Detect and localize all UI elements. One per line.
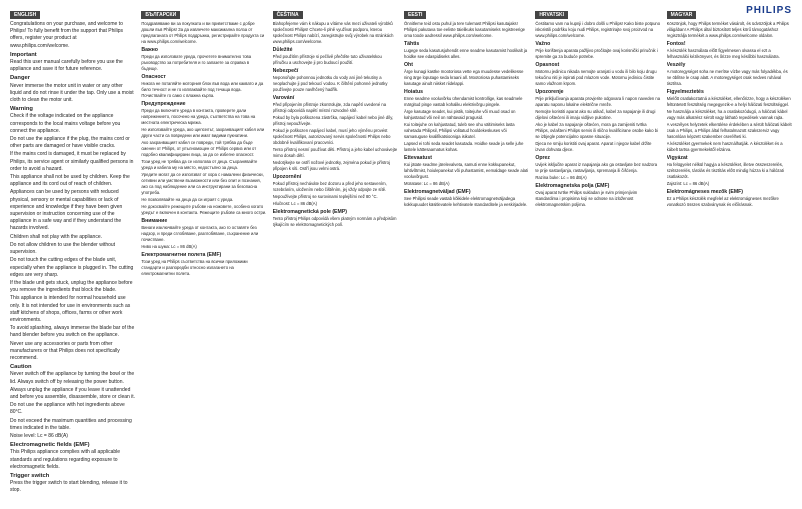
paragraph: Blahopřejeme vám k nákupu a vítáme vás mezi uživateli výrobků společnosti Philips! Chcete-li plně využívat podporu, kterou společnost Philips nabízí, zaregistrujte svůj výrobek na stránkách www.philips.com/welcome.	[272, 21, 394, 44]
paragraph: Този уред не трябва да се използва от деца. Съхранявайте уреда и кабела му на място, недостъпно за деца.	[141, 159, 258, 170]
language-column	[404, 8, 529, 503]
section-heading: Важно	[141, 47, 158, 53]
section-heading: Предупреждение	[141, 101, 186, 107]
paragraph: Tento přístroj Philips odpovídá všem platným normám a předpisům týkajícím se elektromagnetických polí.	[272, 216, 397, 227]
language-heading: ENGLISH	[10, 11, 40, 19]
paragraph: Appliances can be used by persons with reduced physical, sensory or mental capabilities or lack of experience and knowledge if they have been given supervision or instruction concerning use of the appliance in a safe way and if they understand the hazards involved.	[10, 189, 123, 232]
paragraph: Pokud by byla poškozena zástrčka, napájecí kabel nebo jiné díly, přístroj nepoužívejte.	[272, 115, 394, 126]
paragraph: Lugege seda kasutusjuhendit enne seadme kasutamist hoolikalt ja hoidke see edaspidiseks alles.	[403, 48, 528, 59]
paragraph: This appliance shall not be used by children. Keep the appliance and its cord out of reach of children.	[10, 174, 130, 188]
section-heading: Důležité	[272, 47, 293, 53]
section-heading: Danger	[10, 75, 30, 82]
section-heading: Vigyázat	[666, 155, 688, 161]
paragraph: Čestitamo vam na kupnji i dobro došli u Philips! Kako biste potpuno iskoristili podršku koju nudi Philips, registrirajte svoj proizvod na www.philips.com/welcome.	[535, 21, 661, 38]
paragraph: Nemojte koristiti aparat ako su utikač, kabel za napajanje ili drugi dijelovi oštećeni ili imaju vidljive pukotine.	[535, 109, 656, 120]
paragraph: Не докосвайте режещите ръбове на ножовете, особено когато уредът е включен в контакта. Режещите ръбове са много остри.	[141, 204, 267, 215]
paragraph: Ne használja a készüléket, ha a csatlakozódugó, a hálózati kábel vagy más alkatrész sérült vagy látható repedések vannak rajta.	[666, 109, 788, 120]
paragraph: Ako je kabel za napajanje oštećen, mora ga zamijeniti tvrtka Philips, ovlašteni Philips servis ili slično kvalificirane osobe kako bi se izbjegle potencijalno opasne situacije.	[535, 122, 658, 139]
language-column	[667, 8, 792, 503]
paragraph: Před použitím přístroje si pečlivě přečtěte tuto uživatelskou příručku a uschovejte ji pro budoucí použití.	[272, 54, 382, 65]
section-heading: Trigger switch	[10, 472, 50, 479]
paragraph: Congratulations on your purchase, and welcome to Philips! To fully benefit from the support that Philips offers, register your product at www.philips.com/welcome.	[10, 21, 124, 49]
language-column	[10, 8, 135, 503]
paragraph: A veszélyes helyzetek elkerülése érdekében a sérült hálózati kábelt csak a Philips, a Philips által felhatalmazott szakszerviz vagy hasonlóan képzett szakember cserélheti ki.	[666, 122, 792, 139]
section-heading: Warning	[10, 106, 33, 113]
paragraph: Ärge kasutage seadet, kui pistik, toitejuhe või muud osad on kahjustatud või neil on nähtavaid pragusid.	[403, 109, 516, 120]
section-heading: Oht	[403, 62, 413, 68]
paragraph: Lapsed ei tohi seda seadet kasutada. Hoidke seade ja selle juhe lastele kättesaamatus kohas.	[403, 141, 524, 152]
paragraph: Nepoužívejte přístroj se surovinami teplejšími než 80 °C.	[272, 194, 378, 199]
paragraph: If the blade unit gets stuck, unplug the appliance before you remove the ingredients that block the blade.	[10, 279, 133, 294]
paragraph: Motornu jedinicu nikada nemojte uranjati u vodu ili bilo koju drugu tekućinu niti je ispirati pod mlazom vode. Motornu jedinicu čistite samo vlažnom krpom.	[535, 69, 657, 86]
language-heading: EESTI	[404, 11, 426, 19]
language-column	[535, 8, 660, 503]
section-heading: Nebezpečí	[272, 68, 299, 74]
section-heading: Važno	[535, 41, 551, 47]
paragraph: Do not use the appliance with hot ingredients above 80°C.	[10, 402, 125, 416]
paragraph: A készüléket gyermekek nem használhatják. A készüléket és a kábelt tartsa gyermekektől elzárva.	[666, 141, 783, 152]
section-heading: Oprez	[535, 155, 551, 161]
paragraph: Никога не потапяйте моторния блок във вода или каквато и да било течност и не го изплаквайте под течаща вода. Почиствайте го само с влажна кърпа.	[141, 81, 264, 98]
paragraph: Köszönjük, hogy Philips terméket vásárolt, és üdvözöljük a Philips világában! A Philips által biztosított teljes körű támogatáshoz regisztrálja termékét a www.philips.com/welcome oldalon.	[666, 21, 789, 38]
section-heading: Elektromagnetická pole (EMP)	[272, 209, 348, 215]
paragraph: Children shall not play with the appliance.	[10, 233, 102, 240]
paragraph: Ovaj aparat tvrtke Philips sukladan je svim primjenjivim standardima i propisima koji se odnose na izloženost elektromagnetskim poljima.	[535, 190, 638, 207]
section-heading: Elektromagnetväljad (EMF)	[403, 189, 471, 195]
paragraph: Nedotýkejte se ostří nožové jednotky, zejména pokud je přístroj připojen k síti. Ostří jsou velmi ostrá.	[272, 160, 390, 171]
paragraph: Noise level: Lc = 86 dB(A)	[10, 432, 68, 439]
paragraph: Never use any accessories or parts from other manufacturers or that Philips does not specifically recommend.	[10, 340, 120, 361]
paragraph: Müratase: Lc = 86 dB(A)	[403, 181, 450, 186]
paragraph: Prije priključivanja aparata provjerite odgovara li napon naveden na aparatu naponu lokalne električne mreže.	[535, 96, 661, 107]
paragraph: Enne seadme vooluvõrku ühendamist kontrollige, kas seadmele märgitud pinge vastab kohaliku elektrivõrgu pingele.	[403, 96, 523, 107]
paragraph: Neponořujte pohonnou jednotku do vody ani jiné tekutiny a neoplachujte ji pod tekoucí vodou. K čištění pohonné jednotky používejte pouze navlhčený hadřík.	[272, 75, 388, 92]
section-heading: Upozorenje	[535, 89, 564, 95]
paragraph: Pokud je poškozen napájecí kabel, musí jeho výměnu provést společnost Philips, autorizovaný servis společnosti Philips nebo obdobně kvalifikovaní pracovníci.	[272, 128, 391, 145]
paragraph: Kui jätate seadme järelevalveta, samuti enne kokkupanekut, lahtivõtmist, hoiulepanekut või puhastamist, eemaldage seade alati vooluvõrgust.	[403, 162, 529, 179]
language-columns	[10, 8, 792, 503]
paragraph: Винаги изключвайте уреда от контакта, ако го оставяте без надзор, и преди сглобяване, разглобяване, съхранение или почистване.	[141, 225, 259, 242]
section-heading: Veszély	[666, 62, 686, 68]
paragraph: Do not touch the cutting edges of the blade unit, especially when the appliance is plugged in. The cutting edges are very sharp.	[10, 257, 134, 278]
paragraph: Уредите могат да се използват от хора с намалени физически, сетивни или умствени възможности или без опит и познания, ако са под наблюдение или са инструктирани за безопасна употреба.	[141, 172, 264, 195]
language-column	[141, 8, 266, 503]
paragraph: To avoid splashing, always immerse the blade bar of the hand blender before you switch on the appliance.	[10, 325, 135, 339]
paragraph: Prije korištenja aparata pažljivo pročitajte ovaj korisnički priručnik i spremite ga za buduće potrebe.	[535, 48, 658, 59]
section-heading: Fontos!	[666, 41, 686, 47]
philips-logo: PHILIPS	[746, 5, 792, 16]
section-heading: Ettevaatust	[403, 155, 432, 161]
paragraph: Не използвайте уреда, ако щепселът, захранващият кабел или други части са повредени или имат видими пукнатини.	[141, 127, 265, 138]
paragraph: Поздравяваме ви за покупката и ви приветстваме с добре дошли във Philips! За да извлечете максимална полза от предлаганата от Philips поддръжка, регистрирайте продукта си на www.philips.com/welcome.	[141, 21, 265, 44]
paragraph: Před připojením přístroje zkontrolujte, zda napětí uvedené na přístroji odpovídá napětí místní rozvodné sítě.	[272, 102, 387, 113]
paragraph: Ако захранващият кабел се повреди, той трябва да бъде сменен от Philips, от упълномощен от Philips сервиз или от подобно квалифицирани лица, за да се избегне опасност.	[141, 140, 257, 157]
section-heading: Elektromagnetska polja (EMF)	[535, 183, 610, 189]
paragraph: Tento přístroj nesmí používat děti. Přístroj a jeho kabel uchovávejte mimo dosah dětí.	[272, 147, 398, 158]
paragraph: Razina buke: Lc = 86 dB(A)	[535, 175, 587, 180]
section-heading: Tähtis	[403, 41, 420, 47]
section-heading: Опасност	[141, 74, 166, 80]
paragraph: Kui toitejuhe on kahjustatud, tuleb see ohu vältimiseks lasta vahetada Philipsil, Philipsi volitatud hooldekeskuses või samasuguse kvalifikatsiooniga isikutel.	[403, 122, 515, 139]
paragraph: Zajszint: Lc = 86 dB(A)	[666, 181, 710, 186]
paragraph: Õnnitleme teid ostu puhul ja tere tulemast Philipsi kasutajaks! Philipsi pakutava toe eeliste täielikuks kasutamiseks registreerige oma toode aadressil www.philips.com/welcome.	[403, 21, 526, 38]
language-heading: HRVATSKI	[535, 11, 568, 19]
paragraph: A motoregységet soha ne merítse vízbe vagy más folyadékba, és ne öblítse le csap alatt. A motoregységet csak nedves ruhával tisztítsa.	[666, 69, 788, 86]
paragraph: Този уред на Philips съответства на всички приложими стандарти и разпоредби относно излагането на електромагнитни полета.	[141, 259, 248, 276]
paragraph: Pokud přístroj necháváte bez dozoru a před jeho sestavením, rozebráním, uložením nebo čištěním, jej vždy odpojte ze sítě.	[272, 181, 387, 192]
paragraph: Ärge kunagi kastke mootoriosa vette ega muudesse vedelikesse ning ärge loputage seda kraani all. Mootoriosa puhastamiseks kasutage ainult niisket riidelappi.	[403, 69, 524, 86]
paragraph: Never switch off the appliance by turning the bowl or the lid. Always switch off by releasing the power button.	[10, 371, 135, 385]
language-heading: БЪЛГАРСКИ	[141, 11, 180, 19]
paragraph: Uvijek isključite aparat iz napajanja ako ga ostavljate bez nadzora te prije sastavljanja, rastavljanja, spremanja ili čišćenja.	[535, 162, 658, 173]
section-heading: Figyelmeztetés	[666, 89, 704, 95]
section-heading: Important	[10, 51, 37, 58]
language-column	[273, 8, 398, 503]
section-heading: Elektromágneses mezők (EMF)	[666, 189, 744, 195]
paragraph: A készülék használata előtt figyelmesen olvassa el ezt a felhasználói kézikönyvet, és őrizze meg későbbi használatra.	[666, 48, 780, 59]
section-heading: Hoiatus	[403, 89, 424, 95]
paragraph: Do not allow children to use the blender without supervision.	[10, 241, 116, 256]
paragraph: Hlučnost: Lc = 86 dB(A)	[272, 201, 317, 206]
paragraph: Never immerse the motor unit in water or any other liquid and do not rinse it under the tap. Only use a moist cloth to clean the motor unit.	[10, 82, 134, 104]
paragraph: Преди да използвате уреда, прочетете внимателно това ръководство за потребителя и го запазете за справка в бъдеще.	[141, 54, 252, 71]
paragraph: Не позволявайте на деца да си играят с уреда.	[141, 197, 234, 202]
paragraph: Do not use the appliance if the plug, the mains cord or other parts are damaged or have visible cracks.	[10, 136, 130, 150]
section-heading: Електромагнитни полета (EMF)	[141, 252, 222, 258]
paragraph: This Philips appliance complies with all applicable standards and regulations regarding exposure to electromagnetic fields.	[10, 449, 121, 470]
paragraph: Do not exceed the maximum quantities and processing times indicated in the table.	[10, 417, 132, 431]
paragraph: Check if the voltage indicated on the appliance corresponds to the local mains voltage before you connect the appliance.	[10, 113, 121, 134]
paragraph: Djeca ne smiju koristiti ovaj aparat. Aparat i njegov kabel držite izvan dohvata djece.	[535, 141, 652, 152]
section-heading: Electromagnetic fields (EMF)	[10, 442, 90, 449]
language-heading: MAGYAR	[667, 11, 697, 19]
language-heading: ČEŠTINA	[273, 11, 303, 19]
paragraph: Always unplug the appliance if you leave it unattended and before you assemble, disassemble, store or clean it.	[10, 386, 136, 400]
paragraph: Read this user manual carefully before you use the appliance and save it for future reference.	[10, 59, 123, 73]
paragraph: See Philipsi seade vastab kõikidele elektromagnetväljadega kokkupuudet käsitlevatele kehtivatele standarditele ja eeskirjadele.	[403, 196, 528, 207]
paragraph: This appliance is intended for normal household use only. It is not intended for use in environments such as staff kitchens of shops, offices, farms or other work environments.	[10, 295, 131, 323]
paragraph: Ниво на шума: Lc = 86 dB(A)	[141, 244, 197, 249]
section-heading: Внимание	[141, 218, 168, 224]
paragraph: Mielőtt csatlakoztatná a készüléket, ellenőrizze, hogy a készüléken feltüntetett feszültség megegyezik-e a helyi hálózati feszültséggel.	[666, 96, 791, 107]
section-heading: Varování	[272, 95, 295, 101]
paragraph: Ha felügyelet nélkül hagyja a készüléket, illetve összeszerelés, szétszerelés, tárolás és tisztítás előtt mindig húzza ki a hálózati csatlakozót.	[666, 162, 784, 179]
section-heading: Opasnost	[535, 62, 560, 68]
paragraph: If the mains cord is damaged, it must be replaced by Philips, its service agent or similarly qualified persons in order to avoid a hazard.	[10, 151, 134, 172]
paragraph: Ez a Philips készülék megfelel az elektromágneses mezőkre vonatkozó összes szabványnak és előírásnak.	[666, 196, 779, 207]
section-heading: Upozornění	[272, 174, 302, 180]
section-heading: Caution	[10, 364, 32, 371]
paragraph: Press the trigger switch to start blending, release it to stop.	[10, 480, 128, 494]
paragraph: Преди да включите уреда в контакта, проверете дали напрежението, посочено на уреда, съответства на това на местната електрическа мрежа.	[141, 108, 256, 125]
